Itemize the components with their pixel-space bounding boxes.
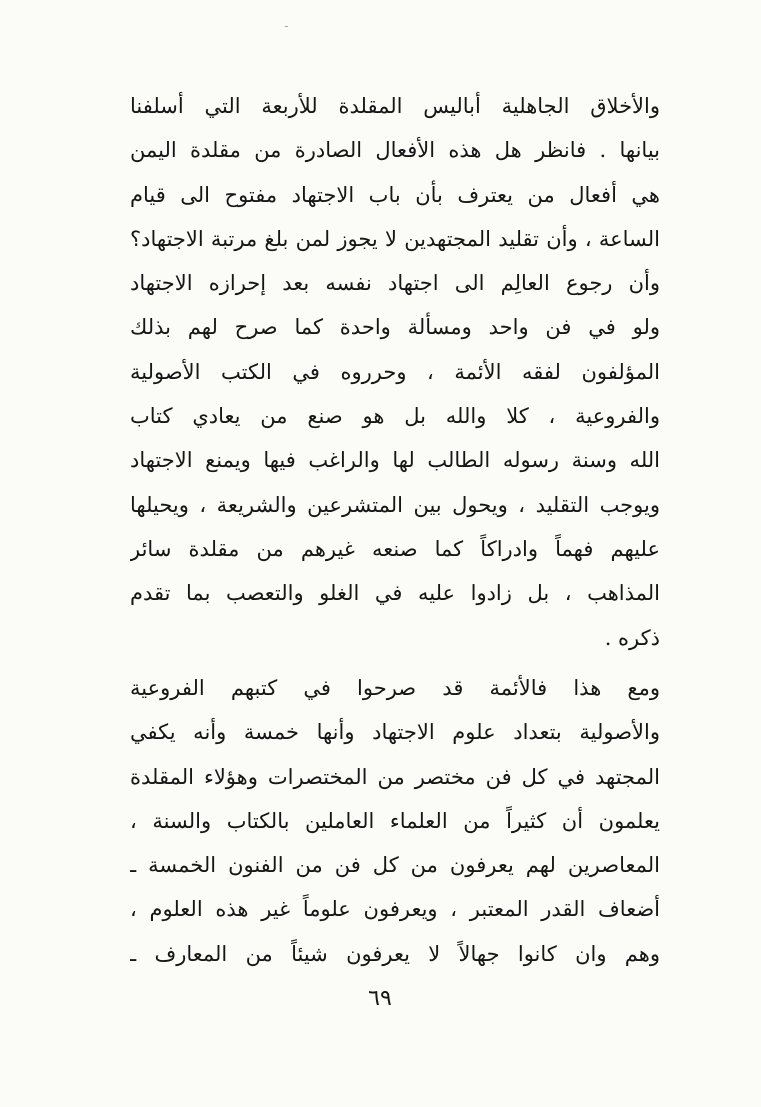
- page-number: ٦٩: [368, 986, 392, 1011]
- text-line: والفروعية ، كلا والله بل هو صنع من يعادي كتاب: [130, 404, 660, 429]
- text-line: وأن رجوع العالِم الى اجتهاد نفسه بعد إحرازه الاجتهاد: [130, 271, 660, 296]
- text-line: المعاصرين لهم يعرفون من كل فن من الفنون الخمسة ـ: [130, 853, 660, 878]
- text-line: بيانها . فانظر هل هذه الأفعال الصادرة من مقلدة اليمن: [130, 138, 660, 163]
- text-line: المذاهب ، بل زادوا عليه في الغلو والتعصب بما تقدم: [130, 581, 660, 606]
- text-line: الله وسنة رسوله الطالب لها والراغب فيها ويمنع الاجتهاد: [130, 448, 660, 473]
- text-line: والأخلاق الجاهلية أباليس المقلدة للأربعة التي أسلفنا: [130, 94, 660, 118]
- text-line: ولو في فن واحد ومسألة واحدة كما صرح لهم بذلك: [130, 315, 660, 340]
- text-line: يعلمون أن كثيراً من العلماء العاملين بالكتاب والسنة ،: [130, 808, 660, 833]
- page-speck: ـ: [285, 19, 288, 30]
- text-line: هي أفعال من يعترف بأن باب الاجتهاد مفتوح الى قيام: [130, 182, 660, 207]
- text-line: الساعة ، وأن تقليد المجتهدين لا يجوز لمن بلغ مرتبة الاجتهاد؟: [130, 226, 660, 251]
- text-line: والأصولية بتعداد علوم الاجتهاد وأنها خمسة وأنه يكفي: [130, 720, 660, 745]
- text-line: عليهم فهماً وادراكاً كما صنعه غيرهم من مقلدة سائر: [130, 536, 660, 561]
- paragraph-2: [130, 666, 660, 976]
- text-line: ويوجب التقليد ، ويحول بين المتشرعين والشريعة ، ويحيلها: [130, 492, 660, 517]
- text-line: ومع هذا فالأئمة قد صرحوا في كتبهم الفروعية: [130, 676, 660, 700]
- text-line: المجتهد في كل فن مختصر من المختصرات وهؤلاء المقلدة: [130, 764, 660, 789]
- text-line: المؤلفون لفقه الأئمة ، وحرروه في الكتب الأصولية: [130, 359, 660, 384]
- paragraph-1: [130, 84, 660, 660]
- text-line: أضعاف القدر المعتبر ، ويعرفون علوماً غير هذه العلوم ،: [130, 897, 660, 922]
- text-line: ذكره .: [604, 625, 660, 650]
- text-line: وهم وان كانوا جهالاً لا يعرفون شيئاً من المعارف ـ: [130, 941, 660, 966]
